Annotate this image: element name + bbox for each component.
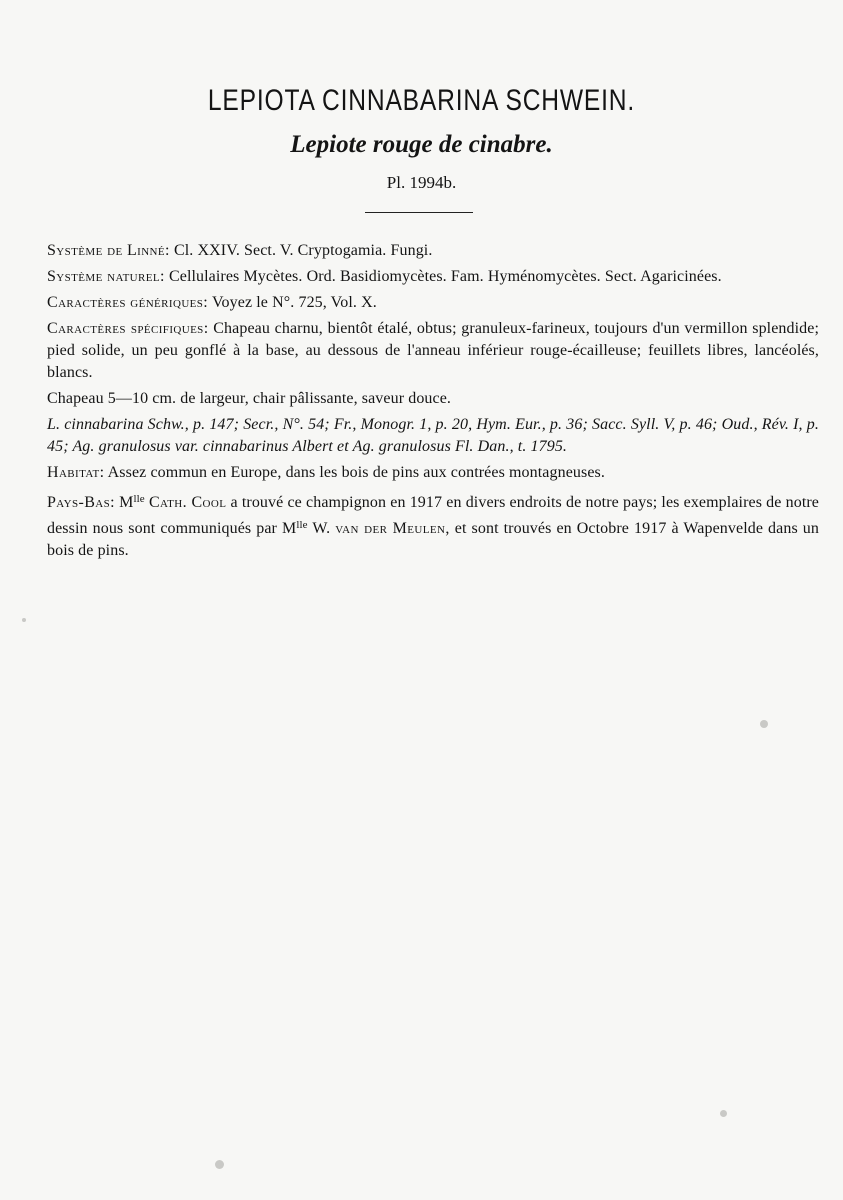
- paysbas-text-4: et sont trouvés en Octobre 1917 à Wapenvelde dans un bois de pins.: [47, 520, 820, 559]
- generiques-label: Caractères génériques:: [47, 294, 209, 311]
- paper-speck: [760, 720, 768, 728]
- paper-speck: [215, 1160, 224, 1169]
- chapeau-paragraph: Chapeau 5—10 cm. de largeur, chair pâlissante, saveur douce.: [47, 390, 452, 407]
- paysbas-sup-1: lle: [133, 493, 145, 505]
- paysbas-text-1: M: [119, 494, 134, 511]
- generiques-text: Voyez le N°. 725, Vol. X.: [211, 294, 377, 311]
- habitat-paragraph: [47, 462, 819, 484]
- specifiques-label: Caractères spécifiques:: [47, 320, 209, 337]
- paysbas-text-3: W.: [312, 520, 331, 537]
- habitat-text: Assez commun en Europe, dans les bois de pins aux contrées montagneuses.: [107, 464, 605, 481]
- naturel-text: Cellulaires Mycètes. Ord. Basidiomycètes. Fam. Hyménomycètes. Sect. Agaricinées.: [168, 268, 722, 285]
- paysbas-name-1: Cath. Cool: [148, 494, 227, 511]
- specifiques-text: Chapeau charnu, bientôt étalé, obtus; granuleux-farineux, toujours d'un vermillon splendide; pied solide, un peu gonflé à la base, au dessous de l'anneau inférieur rouge-écailleuse; feuillets libres, lancéolés, blancs.: [47, 320, 820, 381]
- paysbas-text-2: a trouvé ce champignon en 1917 en divers endroits de notre pays; les exemplaires de notre dessin nous sont communiqués par M: [47, 494, 819, 537]
- paper-speck: [720, 1110, 727, 1117]
- linne-text: Cl. XXIV. Sect. V. Cryptogamia. Fungi.: [173, 242, 433, 259]
- paysbas-name-2: van der Meulen,: [335, 520, 450, 537]
- header-divider: [365, 212, 473, 213]
- generiques-paragraph: [47, 292, 819, 314]
- species-title: LEPIOTA CINNABARINA SCHWEIN.: [207, 84, 636, 117]
- paysbas-sup-2: lle: [296, 519, 308, 531]
- specifiques-paragraph: [47, 318, 819, 384]
- naturel-paragraph: [47, 266, 819, 288]
- paysbas-paragraph: [47, 488, 819, 562]
- linne-label: Système de Linné:: [47, 242, 170, 259]
- references-paragraph: L. cinnabarina Schw., p. 147; Secr., N°. 54; Fr., Monogr. 1, p. 20, Hym. Eur., p. 36; Sacc. Syll. V, p. 46; Oud., Rév. I, p. 45; Ag. granulosus var. cinnabarinus Albert et Ag. granulosus Fl. Dan., t. 1795.: [47, 416, 819, 455]
- common-name: Lepiote rouge de cinabre.: [290, 131, 553, 158]
- description-body: [47, 240, 819, 566]
- paysbas-label: Pays-Bas:: [47, 494, 116, 511]
- paper-speck: [22, 618, 26, 622]
- habitat-label: Habitat:: [47, 464, 105, 481]
- page-header: [0, 82, 843, 194]
- naturel-label: Système naturel:: [47, 268, 165, 285]
- linne-paragraph: [47, 240, 819, 262]
- plate-number: Pl. 1994b.: [386, 173, 457, 192]
